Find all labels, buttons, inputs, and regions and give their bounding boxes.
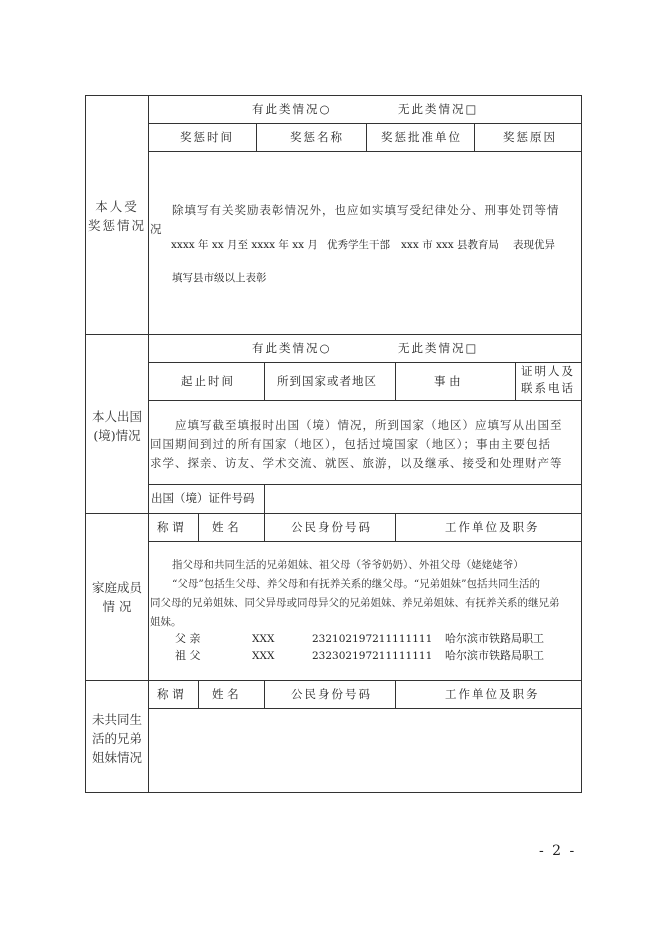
awards-example-name: 优秀学生干部 bbox=[327, 239, 390, 251]
checkbox-icon[interactable]: □ bbox=[465, 341, 479, 355]
header-siblings-work: 工作单位及职务 bbox=[445, 687, 540, 701]
header-abroad-reason: 事 由 bbox=[434, 374, 461, 388]
contact-header-line: 联系电话 bbox=[521, 381, 575, 395]
awards-label-line: 本人受 bbox=[95, 199, 139, 214]
header-siblings-id: 公民身份号码 bbox=[291, 687, 372, 701]
col-line bbox=[395, 362, 396, 400]
table-border-bottom bbox=[85, 792, 582, 793]
siblings-label bbox=[85, 710, 149, 767]
row-line bbox=[148, 708, 581, 709]
passport-number-label: 出国（境）证件号码 bbox=[151, 491, 255, 505]
awards-note-line: 况 bbox=[150, 222, 162, 236]
col-line bbox=[198, 513, 199, 541]
member-relation: 祖 父 bbox=[175, 649, 201, 662]
row-line bbox=[148, 484, 581, 485]
row-line bbox=[148, 123, 581, 124]
member-relation: 父 亲 bbox=[175, 632, 201, 645]
awards-tip: 填写县市级以上表彰 bbox=[172, 272, 267, 284]
siblings-label-line: 姐妹情况 bbox=[91, 750, 142, 765]
header-award-name: 奖惩名称 bbox=[290, 130, 344, 144]
awards-example-unit: xxx 市 xxx 县教育局 bbox=[401, 239, 500, 251]
abroad-label bbox=[85, 407, 149, 445]
header-siblings-relation: 称 谓 bbox=[157, 687, 184, 701]
member-name: XXX bbox=[252, 650, 275, 662]
row-line bbox=[148, 541, 581, 542]
col-line bbox=[264, 680, 265, 708]
col-line bbox=[395, 513, 396, 541]
awards-has-option[interactable] bbox=[252, 101, 332, 117]
abroad-note-line: 求学、探亲、访友、学术交流、就医、旅游，以及继承、接受和处理财产等 bbox=[150, 456, 563, 470]
header-award-time: 奖惩时间 bbox=[180, 130, 234, 144]
abroad-none-option[interactable] bbox=[398, 340, 478, 356]
header-abroad-contact bbox=[521, 363, 575, 397]
abroad-note-line: 回国期间到过的所有国家（地区），包括过境国家（地区）；事由主要包括 bbox=[150, 437, 551, 451]
awards-note-line: 除填写有关奖励表彰情况外，也应如实填写受纪律处分、刑事处罚等情 bbox=[172, 203, 560, 217]
family-note-line: 同父母的兄弟姐妹、同父异母或同母异父的兄弟姐妹、养兄弟姐妹、有抚养关系的继兄弟 bbox=[150, 597, 560, 609]
section-line bbox=[85, 513, 582, 514]
col-line bbox=[366, 123, 367, 151]
abroad-note-line: 应填写截至填报时出国（境）情况，所到国家（地区）应填写从出国至 bbox=[175, 418, 563, 432]
col-line bbox=[264, 484, 265, 513]
awards-none-option[interactable] bbox=[398, 101, 478, 117]
abroad-has-option[interactable] bbox=[252, 340, 332, 356]
abroad-label-line: (境)情况 bbox=[93, 428, 141, 443]
header-family-name: 姓 名 bbox=[212, 520, 239, 534]
header-award-reason: 奖惩原因 bbox=[503, 130, 557, 144]
family-label-line: 情 况 bbox=[102, 599, 132, 614]
family-label-line: 家庭成员 bbox=[91, 580, 142, 595]
siblings-label-line: 活的兄弟 bbox=[91, 731, 142, 746]
header-family-id: 公民身份号码 bbox=[291, 520, 372, 534]
page-number: - 2 - bbox=[539, 843, 577, 859]
member-name: XXX bbox=[252, 633, 275, 645]
awards-label-line: 奖惩情况 bbox=[87, 218, 146, 233]
col-line bbox=[264, 362, 265, 400]
row-line bbox=[148, 400, 581, 401]
header-family-work: 工作单位及职务 bbox=[445, 520, 540, 534]
col-line bbox=[515, 362, 516, 400]
awards-example-time: xxxx 年 xx 月至 xxxx 年 xx 月 bbox=[171, 239, 318, 251]
member-id: 232302197211111111 bbox=[312, 650, 433, 662]
col-line bbox=[264, 513, 265, 541]
abroad-none-label: 无此类情况 bbox=[398, 341, 466, 355]
section-line bbox=[85, 680, 582, 681]
family-note-line: “父母”包括生父母、养父母和有抚养关系的继父母。“兄弟姐妹”包括共同生活的 bbox=[172, 578, 540, 590]
awards-none-label: 无此类情况 bbox=[398, 102, 466, 116]
header-abroad-time: 起止时间 bbox=[181, 374, 235, 388]
header-abroad-destination: 所到国家或者地区 bbox=[277, 374, 377, 388]
member-work: 哈尔滨市铁路局职工 bbox=[445, 632, 544, 645]
radio-icon[interactable]: ○ bbox=[319, 102, 332, 116]
row-line bbox=[148, 151, 581, 152]
checkbox-icon[interactable]: □ bbox=[465, 102, 479, 116]
family-label bbox=[85, 578, 149, 616]
header-award-unit: 奖惩批准单位 bbox=[381, 130, 462, 144]
awards-example-reason: 表现优异 bbox=[513, 239, 555, 251]
family-note-line: 姐妹。 bbox=[150, 616, 182, 628]
radio-icon[interactable]: ○ bbox=[319, 341, 332, 355]
section-line bbox=[85, 334, 582, 335]
abroad-label-line: 本人出国 bbox=[91, 409, 142, 424]
header-family-relation: 称 谓 bbox=[157, 520, 184, 534]
col-line bbox=[256, 123, 257, 151]
col-line bbox=[395, 680, 396, 708]
awards-has-label: 有此类情况 bbox=[252, 102, 320, 116]
table-border-top bbox=[85, 95, 582, 96]
table-border-right bbox=[581, 95, 582, 792]
member-id: 232102197211111111 bbox=[312, 633, 433, 645]
awards-label bbox=[85, 197, 149, 235]
member-work: 哈尔滨市铁路局职工 bbox=[445, 649, 544, 662]
col-line bbox=[474, 123, 475, 151]
header-siblings-name: 姓 名 bbox=[212, 687, 239, 701]
siblings-label-line: 未共同生 bbox=[91, 712, 142, 727]
family-note-line: 指父母和共同生活的兄弟姐妹、祖父母（爷爷奶奶）、外祖父母（姥姥姥爷） bbox=[172, 559, 524, 571]
abroad-has-label: 有此类情况 bbox=[252, 341, 320, 355]
contact-header-line: 证明人及 bbox=[521, 364, 575, 378]
col-line bbox=[198, 680, 199, 708]
row-line bbox=[148, 362, 581, 363]
